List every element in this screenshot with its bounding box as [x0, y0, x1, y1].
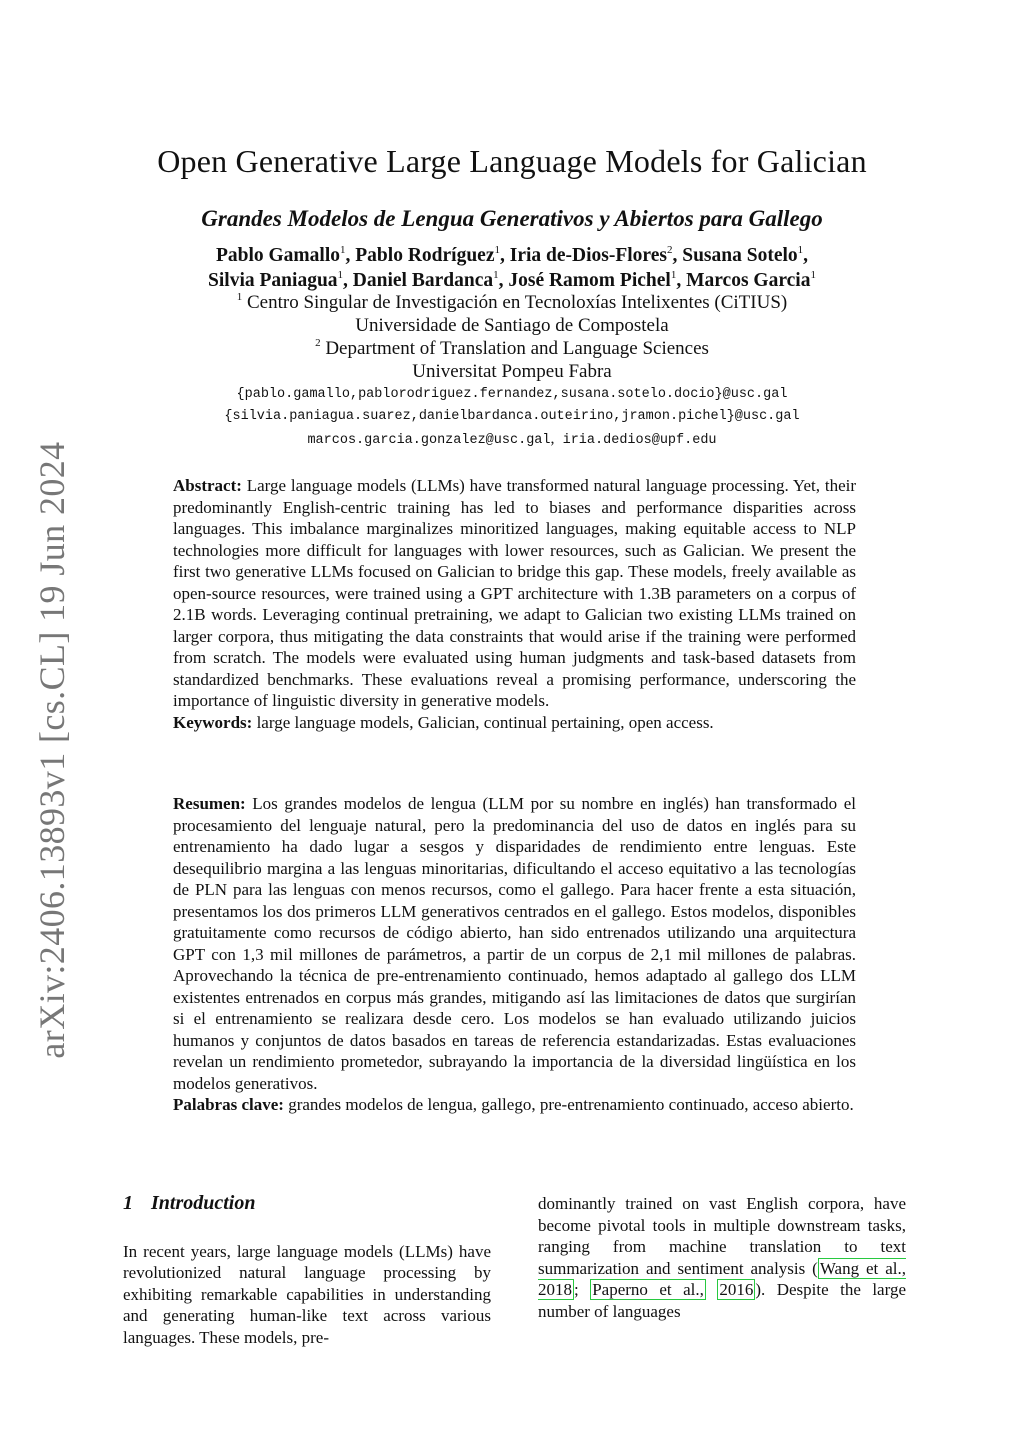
palabras-clave-paragraph: [173, 1094, 856, 1116]
author-name: Daniel Bardanca: [352, 270, 494, 291]
author-affiliation-mark: 1: [340, 244, 346, 256]
affiliation-1: [0, 291, 1024, 314]
author-affiliation-mark: 1: [670, 269, 677, 281]
author-line-1: Pablo Gamallo$^1$, Pablo Rodríguez$^1$, Iria de-Dios-Flores$^2$, Susana Sotelo$^1$,: [215, 244, 809, 266]
email-separator: ,: [550, 430, 555, 447]
resumen-block: [173, 793, 856, 1116]
affiliation-mark: 1: [236, 291, 243, 303]
author-name: José Ramom Pichel: [508, 270, 671, 291]
email-line: {silvia.paniagua.suarez,danielbardanca.outeirino,jramon.pichel}@usc.gal: [224, 409, 800, 424]
author-affiliation-mark: 1: [493, 269, 499, 281]
section-number: 1: [123, 1192, 133, 1214]
author-name: Susana Sotelo: [682, 245, 798, 266]
email-address: marcos.garcia.gonzalez@usc.gal: [307, 433, 551, 448]
affiliation-name: Centro Singular de Investigación en Tecnoloxías Intelixentes (CiTIUS): [247, 292, 788, 313]
author-affiliation-mark: 1: [797, 244, 804, 256]
author-name: Pablo Rodríguez: [355, 245, 495, 266]
email-line: {pablo.gamallo,pablorodriguez.fernandez,susana.sotelo.docio}@usc.gal: [236, 387, 788, 402]
author-emails: [0, 384, 1024, 452]
author-name: Marcos Garcia: [686, 270, 811, 291]
section-title: Introduction: [151, 1192, 256, 1214]
email-line: [0, 428, 1024, 452]
affiliation-mark: 2: [315, 337, 321, 349]
resumen-text: Los grandes modelos de lengua (LLM por su nombre en inglés) han transformado el procesamiento del lenguaje natural, pero la predominancia del uso de datos en inglés para su entrenamiento ha dado lugar a sesgos y disparidades de rendimiento entre lenguas. Este desequilibrio margina a las lenguas minoritarias, dificultando el acceso equitativo a las tecnologías de PLN para las lenguas con menos recursos, como el gallego. Para hacer frente a esta situación, presentamos los dos primeros LLM generativos centrados en el gallego. Estos modelos, disponibles gratuitamente como recursos de código abierto, han sido entrenados utilizando una arquitectura GPT con 1,3 mil millones de parámetros, a partir de un corpus de 2,1 mil millones de palabras. Aprovechando la técnica de pre-entrenamiento continuado, hemos adaptado al gallego dos LLM existentes entrenados en corpus más grandes, mitigando así las limitaciones de datos que surgirían si el entrenamiento se realizara desde cero. Los modelos se han evaluado utilizando juicios humanos y conjuntos de datos basados en tareas de referencia estandarizadas. Estas evaluaciones revelan un rendimiento prometedor, subrayando la importancia de la diversidad lingüística en los modelos generativos.: [173, 794, 857, 1093]
keywords-label: Keywords:: [173, 712, 253, 732]
citation-link[interactable]: 2016: [719, 1280, 754, 1299]
keywords-text: large language models, Galician, continual pertaining, open access.: [256, 712, 714, 732]
body-column-left: [123, 1193, 491, 1348]
citation-link[interactable]: Wang et al., 2018: [538, 1258, 906, 1299]
abstract-paragraph: [173, 475, 856, 712]
paper-subtitle: Grandes Modelos de Lengua Generativos y Abiertos para Gallego: [201, 206, 823, 231]
email-address: iria.dedios@upf.edu: [562, 433, 717, 448]
author-affiliation-mark: 1: [810, 269, 816, 281]
affiliation-2: [0, 337, 1024, 360]
author-name: Iria de-Dios-Flores: [509, 245, 667, 266]
author-affiliation-mark: 1: [337, 269, 344, 281]
citation-separator: ;: [574, 1280, 591, 1299]
intro-text: ). Despite the large number of languages: [538, 1280, 906, 1321]
resumen-label: Resumen:: [173, 794, 246, 813]
affiliations: [0, 291, 1024, 383]
paper-title: Open Generative Large Language Models for Galician: [157, 143, 867, 179]
affiliation-institution: Universidade de Santiago de Compostela: [355, 315, 669, 336]
author-affiliation-mark: 1: [494, 244, 500, 256]
palabras-clave-text: grandes modelos de lengua, gallego, pre-entrenamiento continuado, acceso abierto.: [288, 1095, 854, 1114]
intro-text: dominantly trained on vast English corpora, have become pivotal tools in multiple downstream tasks, ranging from machine translation to text summarization and sentiment analysis (: [538, 1194, 906, 1278]
author-affiliation-mark: 2: [666, 244, 673, 256]
citation-link[interactable]: Paperno et al.,: [592, 1280, 704, 1299]
abstract-block: [173, 475, 856, 733]
affiliation-institution: Universitat Pompeu Fabra: [412, 361, 612, 382]
author-list: [0, 243, 1024, 293]
author-name: Pablo Gamallo: [215, 245, 341, 266]
section-heading-introduction: [123, 1193, 491, 1215]
intro-paragraph-right: [538, 1193, 906, 1322]
abstract-label: Abstract:: [173, 476, 242, 495]
author-name: Silvia Paniagua: [208, 270, 338, 291]
body-column-right: [538, 1193, 906, 1322]
affiliation-name: Department of Translation and Language Sciences: [325, 338, 709, 359]
author-line-2: Silvia Paniagua$^1$, Daniel Bardanca$^1$, José Ramom Pichel$^1$, Marcos Garcia$^1$: [208, 269, 816, 291]
intro-paragraph-left: In recent years, large language models (LLMs) have revolutionized natural language processing by exhibiting remarkable capabilities in understanding and generating human-like text across various languages. These models, pre-: [123, 1241, 491, 1347]
palabras-clave-label: Palabras clave:: [173, 1095, 284, 1114]
abstract-text: Large language models (LLMs) have transformed natural language processing. Yet, their predominantly English-centric training has led to biases and performance disparities across languages. This imbalance marginalizes minoritized languages, making equitable access to NLP technologies more difficult for languages with lower resources, such as Galician. We present the first two generative LLMs focused on Galician to bridge this gap. These models, freely available as open-source resources, were trained using a GPT architecture with 1.3B parameters on a corpus of 2.1B words. Leveraging continual pretraining, we adapt to Galician two existing LLMs trained on larger corpora, thus mitigating the data constraints that would arise if the training were performed from scratch. The models were evaluated using human judgments and task-based datasets from standardized benchmarks. These evaluations reveal a promising performance, underscoring the importance of linguistic diversity in generative models.: [173, 476, 856, 710]
keywords-paragraph: [173, 712, 856, 734]
arxiv-id: arXiv:2406.13893v1 [cs.CL] 19 Jun 2024: [32, 441, 72, 1059]
resumen-paragraph: [173, 793, 856, 1094]
